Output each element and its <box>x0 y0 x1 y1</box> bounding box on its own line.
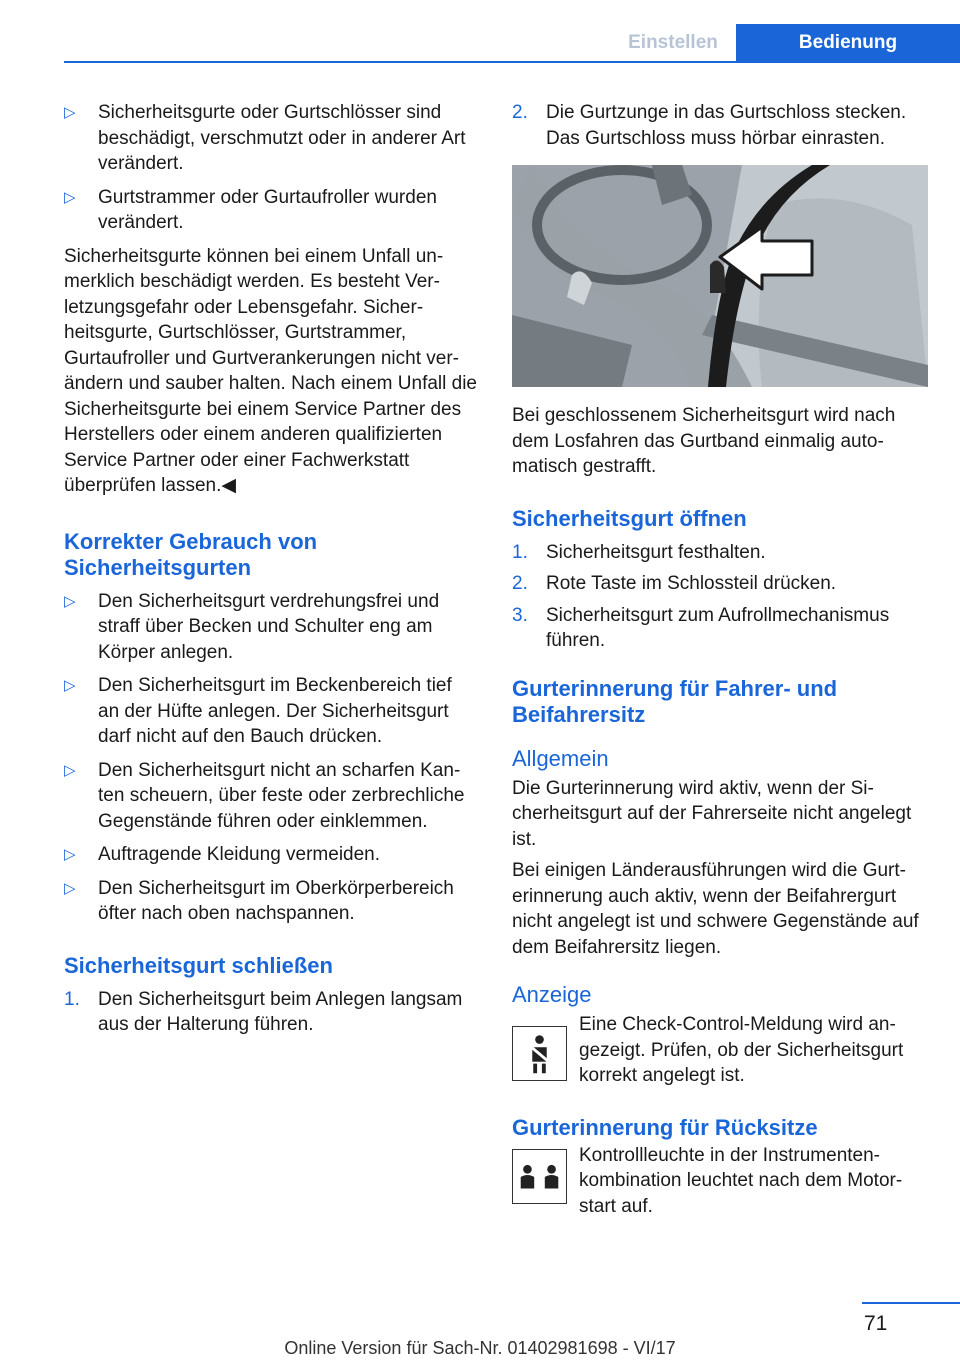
footer-divider <box>862 1302 960 1304</box>
subheading-general: Allgemein <box>512 745 609 771</box>
list-item: 2. Rote Taste im Schlossteil drücken. <box>512 573 837 594</box>
rear-row <box>512 1143 932 1220</box>
list-item: 1. Sicherheitsgurt festhalten. <box>512 541 766 563</box>
bullet-triangle-icon: ▷ <box>64 188 76 206</box>
list-item: 1. Den Sicherheitsgurt beim Anlegen langsam aus der Halterung führen. <box>64 988 463 1035</box>
general-paragraph-2: Bei einigen Länderausführungen wird die Gurterinnerung auch aktiv, wenn der Beifahrergurt nicht angelegt ist und schwere Gegenstände auf dem Beifahrersitz liegen. <box>512 860 919 958</box>
subheading-display: Anzeige <box>512 982 592 1007</box>
list-item: ▷ Den Sicherheitsgurt nicht an scharfen Kanten scheuern, über feste oder zerbrechliche Gegenstände führen oder einklemmen. <box>64 759 465 832</box>
display-text: Eine Check-Control-Meldung wird angezeigt. Prüfen, ob der Sicherheitsgurt korrekt angelegt ist. <box>579 1014 904 1086</box>
rear-text: Kontrollleuchte in der Instrumentenkombination leuchtet nach dem Motorstart auf. <box>579 1144 903 1217</box>
rear-seat-occupants-icon <box>512 1149 567 1204</box>
heading-usage: Korrekter Gebrauch von Sicherheitsgurten <box>64 528 318 580</box>
list-item: ▷ Den Sicherheitsgurt im Beckenbereich tief an der Hüfte anlegen. Der Sicherheitsgurt darf nicht auf den Bauch drücken. <box>64 675 452 747</box>
right-column <box>512 100 932 1219</box>
list-item: 3. Sicherheitsgurt zum Aufrollmechanismus führen. <box>512 604 890 651</box>
heading-open: Sicherheitsgurt öffnen <box>512 505 747 531</box>
seatbelt-icon <box>512 1026 567 1081</box>
bullet-triangle-icon: ▷ <box>64 879 76 897</box>
warning-paragraph: Sicherheitsgurte können bei einem Unfall unmerklich beschädigt werden. Es besteht Verletzungsgefahr oder Lebensgefahr. Sicherheitsgurte, Gurtschlösser, Gurtstrammer, Gurtaufroller und Gurtverankerungen nicht verändern und sauber halten. Nach einem Unfall die Sicherheitsgurte bei einem Service Partner des Herstellers oder einem anderen qualifizierten Service Partner oder einer Fachwerkstatt überprüfen lassen.◀ <box>64 245 477 496</box>
heading-rear: Gurterinnerung für Rücksitze <box>512 1114 818 1140</box>
heading-close: Sicherheitsgurt schließen <box>64 952 333 978</box>
after-photo-paragraph: Bei geschlossenem Sicherheitsgurt wird nach dem Losfahren das Gurtband einmalig automatisch gestrafft. <box>512 405 896 477</box>
list-item: ▷ Den Sicherheitsgurt im Oberkörperbereich öfter nach oben nachspannen. <box>64 877 454 924</box>
usage-bullet-list <box>64 589 478 927</box>
tab-bedienung[interactable]: Bedienung <box>736 24 960 61</box>
left-column <box>64 100 478 1044</box>
bullet-triangle-icon: ▷ <box>64 761 76 779</box>
header-divider <box>64 61 960 63</box>
online-version-note: Online Version für Sach-Nr. 01402981698 - VI/17 <box>284 1338 676 1358</box>
bullet-triangle-icon: ▷ <box>64 104 76 121</box>
page-header <box>0 24 960 62</box>
seatbelt-buckle-photo <box>512 165 928 387</box>
list-item: 2. Die Gurtzunge in das Gurtschloss stecken. Das Gurtschloss muss hörbar einrasten. <box>512 102 907 149</box>
open-steps-list <box>512 540 932 654</box>
tab-einstellen[interactable]: Einstellen <box>610 24 736 61</box>
list-item: ▷ Sicherheitsgurte oder Gurtschlösser sind beschädigt, verschmutzt oder in anderer Art verändert. <box>64 102 466 174</box>
list-item: ▷ Gurtstrammer oder Gurtaufroller wurden verändert. <box>64 186 437 233</box>
general-paragraph-1: Die Gurterinnerung wird aktiv, wenn der Sicherheitsgurt auf der Fahrerseite nicht angelegt ist. <box>512 777 912 850</box>
bullet-triangle-icon: ▷ <box>64 677 76 694</box>
close-steps-list-continued <box>512 100 932 151</box>
list-item: ▷ Den Sicherheitsgurt verdrehungsfrei und straff über Becken und Schulter eng am Körper anlegen. <box>64 590 440 663</box>
bullet-triangle-icon: ▷ <box>64 592 76 610</box>
bullet-triangle-icon: ▷ <box>64 846 76 863</box>
warning-bullet-list <box>64 100 478 236</box>
close-steps-list <box>64 987 478 1038</box>
list-item: ▷ Auftragende Kleidung vermeiden. <box>64 842 478 868</box>
display-row <box>512 1012 932 1089</box>
page-number: 71 <box>864 1312 888 1335</box>
heading-reminder: Gurterinnerung für Fahrer- und Beifahrersitz <box>512 675 838 727</box>
